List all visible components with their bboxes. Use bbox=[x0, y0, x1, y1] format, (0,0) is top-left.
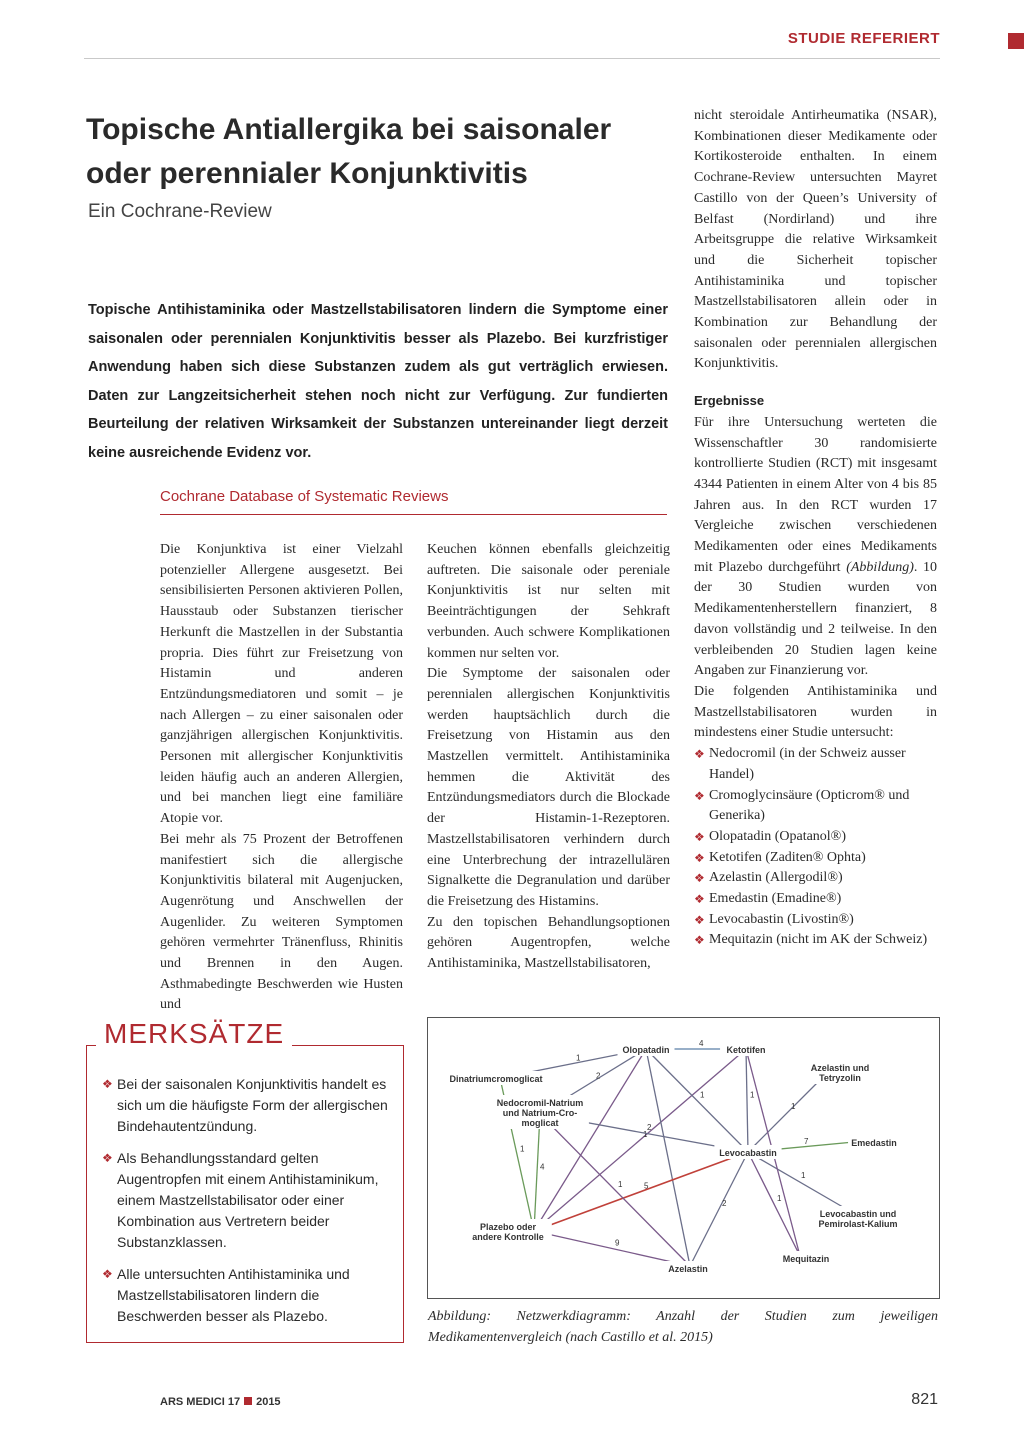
node-label-line: Ketotifen bbox=[726, 1045, 766, 1055]
paragraph: Die Konjunktiva ist einer Vielzahl potenzieller Allergene ausgesetzt. Bei sensibilisierten Personen aktivieren Pollen, Hausstaub oder Substanzen tierischer Herkunft die Mastzellen in der Substantia propria. Dies führt zur Freisetzung von Histamin und anderen Entzündungsmediatoren und somit – je nach Allergen – zu einer saisonalen oder ganzjährigen allergischen Konjunktivitis. Personen mit allergischer Konjunktivitis leiden häufig auch an anderen Allergien, und bei manchen liegt eine familiäre Atopie vor. bbox=[160, 542, 403, 827]
bullet-icon: ❖ bbox=[102, 1077, 113, 1091]
section-marker bbox=[1008, 33, 1024, 49]
edge-study-count: 1 bbox=[576, 1053, 581, 1063]
list-item-text: Olopatadin (Opatanol®) bbox=[709, 828, 846, 844]
paragraph: Zu den topischen Behandlungsoptionen gehören Augentropfen, welche Antihistaminika, Mastzellstabilisatoren, bbox=[427, 914, 670, 972]
bullet-icon: ❖ bbox=[694, 912, 705, 927]
node-label-line: Nedocromil-Natrium bbox=[496, 1098, 584, 1108]
key-points-list bbox=[102, 1074, 392, 1339]
node-label-line: Levocabastin bbox=[719, 1148, 777, 1158]
section-label: STUDIE REFERIERT bbox=[787, 30, 940, 47]
article-title: Topische Antiallergika bei saisonaler oder perennialer Konjunktivitis bbox=[86, 113, 612, 190]
key-points-title: MERKSÄTZE bbox=[96, 1016, 292, 1052]
list-item bbox=[102, 1264, 392, 1326]
bullet-icon: ❖ bbox=[102, 1151, 113, 1166]
list-item bbox=[694, 910, 937, 931]
edge-study-count: 1 bbox=[520, 1144, 525, 1154]
edge-study-count: 2 bbox=[722, 1199, 727, 1208]
list-item bbox=[102, 1148, 392, 1252]
list-item bbox=[102, 1074, 392, 1136]
journal-year: 2015 bbox=[256, 1396, 281, 1408]
figure-caption: Abbildung: Netzwerkdiagramm: Anzahl der Studien zum jeweiligen Medikamentenvergleich (nach Castillo et al. 2015) bbox=[428, 1309, 938, 1345]
edge-study-count: 9 bbox=[615, 1238, 620, 1248]
edge-study-count: 1 bbox=[801, 1171, 806, 1180]
edge-study-count: 2 bbox=[647, 1123, 652, 1132]
bullet-icon: ❖ bbox=[694, 788, 705, 803]
footer-journal bbox=[160, 1396, 281, 1408]
article-subtitle: Ein Cochrane-Review bbox=[88, 201, 272, 222]
node-label-line: Emedastin bbox=[851, 1138, 897, 1148]
paragraph-text: . 10 der 30 Studien wurden von Medikamentenherstellern finanziert, 8 davon vollständig und 2 teilweise. In den verbleibenden 20 Studien lagen keine Angaben zur Finanzierung vor. bbox=[694, 559, 938, 679]
edge-study-count: 1 bbox=[777, 1194, 782, 1203]
edge-study-count: 1 bbox=[618, 1180, 623, 1189]
source-divider bbox=[160, 514, 667, 515]
list-item-text: Als Behandlungsstandard gelten Augentropfen mit einem Antihistaminikum, einem Mastzellstabilisator oder einer Kombination aus Vertretern beider Substanzklassen. bbox=[117, 1150, 379, 1250]
paragraph: Die folgenden Antihistaminika und Mastzellstabilisatoren wurden in mindestens einer Studie untersucht: bbox=[694, 683, 937, 741]
network-node-label bbox=[811, 1063, 870, 1083]
edge-study-count: 1 bbox=[750, 1090, 755, 1100]
body-column-2 bbox=[427, 540, 670, 975]
bullet-icon: ❖ bbox=[694, 829, 705, 844]
drug-list bbox=[694, 744, 937, 951]
list-item-text: Levocabastin (Livostin®) bbox=[709, 911, 854, 927]
bullet-icon: ❖ bbox=[694, 850, 705, 865]
network-edge bbox=[690, 1152, 748, 1266]
network-node-label bbox=[449, 1074, 542, 1084]
list-item bbox=[694, 868, 937, 889]
list-item bbox=[694, 889, 937, 910]
paragraph: Die Symptome der saisonalen oder perennialen allergischen Konjunktivitis werden hauptsächlich durch die Freisetzung von Histamin aus den Mastzellen vermittelt. Antihistaminika hemmen die Aktivität des Entzündungsmediators durch die Blockade der Histamin-1-Rezeptoren. Mastzellstabilisatoren verhindern durch eine Unterbrechung der intrazellulären Signalkette die Degranulation und darüber die Freisetzung des Histamins. bbox=[427, 666, 670, 909]
node-label-line: Pemirolast-Kalium bbox=[818, 1219, 898, 1229]
network-figure bbox=[427, 1017, 940, 1299]
list-item-text: Alle untersuchten Antihistaminika und Mastzellstabilisatoren lindern die Beschwerden besser als Plazebo. bbox=[117, 1266, 350, 1324]
article-lead: Topische Antihistaminika oder Mastzellstabilisatoren lindern die Symptome einer saisonalen oder perennialen Konjunktivitis besser als Plazebo. Bei kurzfristiger Anwendung haben sich diese Substanzen zudem als gut verträglich erwiesen. Daten zur Langzeitsicherheit stehen noch nicht zur Verfügung. Zur fundierten Beurteilung der relativen Wirksamkeit der Substanzen untereinander liegt derzeit keine ausreichende Evidenz vor. bbox=[88, 302, 668, 461]
network-edge bbox=[746, 1049, 748, 1152]
list-item-text: Bei der saisonalen Konjunktivitis handelt es sich um die häufigste Form der allergischen Bindehautentzündung. bbox=[117, 1076, 388, 1134]
node-label-line: andere Kontrolle bbox=[472, 1232, 544, 1242]
results-heading: Ergebnisse bbox=[694, 393, 765, 409]
network-node-label bbox=[668, 1264, 708, 1274]
network-diagram bbox=[428, 1018, 939, 1298]
list-item-text: Nedocromil (in der Schweiz ausser Handel) bbox=[709, 746, 906, 782]
bullet-icon: ❖ bbox=[694, 892, 705, 907]
network-node-label bbox=[719, 1148, 777, 1158]
node-label-line: und Natrium-Cro- bbox=[502, 1108, 578, 1118]
network-edge bbox=[534, 1114, 540, 1231]
list-item bbox=[694, 930, 937, 951]
node-label-line: moglicat bbox=[521, 1118, 559, 1128]
bullet-icon: ❖ bbox=[694, 871, 705, 886]
edge-study-count: 7 bbox=[804, 1137, 809, 1146]
edge-study-count: 2 bbox=[596, 1071, 601, 1081]
list-item bbox=[694, 786, 937, 827]
list-item-text: Mequitazin (nicht im AK der Schweiz) bbox=[709, 932, 928, 948]
body-column-1 bbox=[160, 540, 403, 1016]
list-item-text: Azelastin (Allergodil®) bbox=[709, 870, 843, 886]
body-column-3 bbox=[694, 106, 937, 951]
paragraph-text: Für ihre Untersuchung werteten die Wissenschaftler 30 randomisierte kontrollierte Studien (RCT) mit insgesamt 4344 Patienten in einem Alter von 4 bis 85 Jahren aus. In den RCT wurden 17 Vergleiche zwischen verschiedenen Medikamenten oder eines Medikaments mit Plazebo durchgeführt bbox=[694, 414, 937, 575]
node-label-line: Tetryzolin bbox=[819, 1073, 861, 1083]
network-edge bbox=[534, 1152, 748, 1231]
edge-study-count: 5 bbox=[644, 1181, 649, 1191]
paragraph: Keuchen können ebenfalls gleichzeitig auftreten. Die saisonale oder pereniale Konjunktivitis ist nur selten mit Beeinträchtigungen der Sehkraft verbunden. Auch schwere Komplikationen kommen nur selten vor. bbox=[427, 542, 670, 661]
list-item bbox=[694, 827, 937, 848]
node-label-line: Azelastin bbox=[668, 1264, 708, 1274]
edge-study-count: 4 bbox=[699, 1039, 704, 1048]
list-item-text: Emedastin (Emadine®) bbox=[709, 891, 842, 907]
edge-study-count: 1 bbox=[791, 1102, 796, 1111]
node-label-line: Levocabastin und bbox=[819, 1209, 897, 1219]
edge-study-count: 1 bbox=[700, 1090, 705, 1100]
network-node-label bbox=[783, 1254, 830, 1264]
network-edge bbox=[646, 1049, 690, 1266]
bullet-icon: ❖ bbox=[694, 747, 705, 762]
bullet-icon: ❖ bbox=[102, 1267, 113, 1282]
list-item-text: Ketotifen (Zaditen® Ophta) bbox=[709, 849, 866, 865]
node-label-line: Dinatriumcromoglicat bbox=[449, 1074, 543, 1084]
network-node-label bbox=[727, 1045, 766, 1055]
footer-marker bbox=[244, 1397, 252, 1405]
network-edge bbox=[534, 1231, 690, 1266]
node-label-line: Olopatadin bbox=[622, 1045, 670, 1055]
node-label-line: Plazebo oder bbox=[479, 1222, 537, 1232]
paragraph bbox=[694, 413, 937, 682]
network-node-label bbox=[472, 1222, 544, 1242]
edge-study-count: 4 bbox=[540, 1162, 545, 1172]
article-source: Cochrane Database of Systematic Reviews bbox=[160, 488, 449, 505]
network-node-label bbox=[623, 1045, 670, 1055]
list-item bbox=[694, 848, 937, 869]
node-label-line: Mequitazin bbox=[782, 1254, 830, 1264]
paragraph: nicht steroidale Antirheumatika (NSAR), Kombinationen dieser Medikamente oder Kortikosteroide enthalten. In einem Cochrane-Review untersuchten Mayret Castillo von der Queen’s University of Belfast (Nordirland) und ihre Arbeitsgruppe die relative Wirksamkeit und die Sicherheit topischer Antihistaminika und topischer Mastzellstabilisatoren allein oder in Kombination zur Behandlung der saisonalen oder perennialen allergischen Konjunktivitis. bbox=[694, 108, 937, 372]
journal-name: ARS MEDICI 17 bbox=[160, 1396, 241, 1408]
bullet-icon: ❖ bbox=[694, 933, 705, 948]
paragraph: Bei mehr als 75 Prozent der Betroffenen manifestiert sich die allergische Konjunktivitis bilateral mit Augenjucken, Augenrötung und Anschwellen der Augenlider. Zu weiteren Symptomen gehören vermehrter Tränenfluss, Rhinitis und Brennen in den Augen. Asthmabedingte Beschwerden wie Husten und bbox=[160, 831, 403, 1013]
network-node-label bbox=[818, 1209, 897, 1229]
network-node-label bbox=[851, 1138, 897, 1148]
header-divider bbox=[84, 58, 940, 59]
page-number: 821 bbox=[911, 1391, 938, 1408]
figure-reference: (Abbildung) bbox=[846, 559, 914, 575]
list-item-text: Cromoglycinsäure (Opticrom® und Generika) bbox=[709, 787, 910, 824]
edge-study-count: 1 bbox=[643, 1130, 648, 1139]
list-item bbox=[694, 744, 937, 785]
node-label-line: Azelastin und bbox=[810, 1063, 870, 1073]
